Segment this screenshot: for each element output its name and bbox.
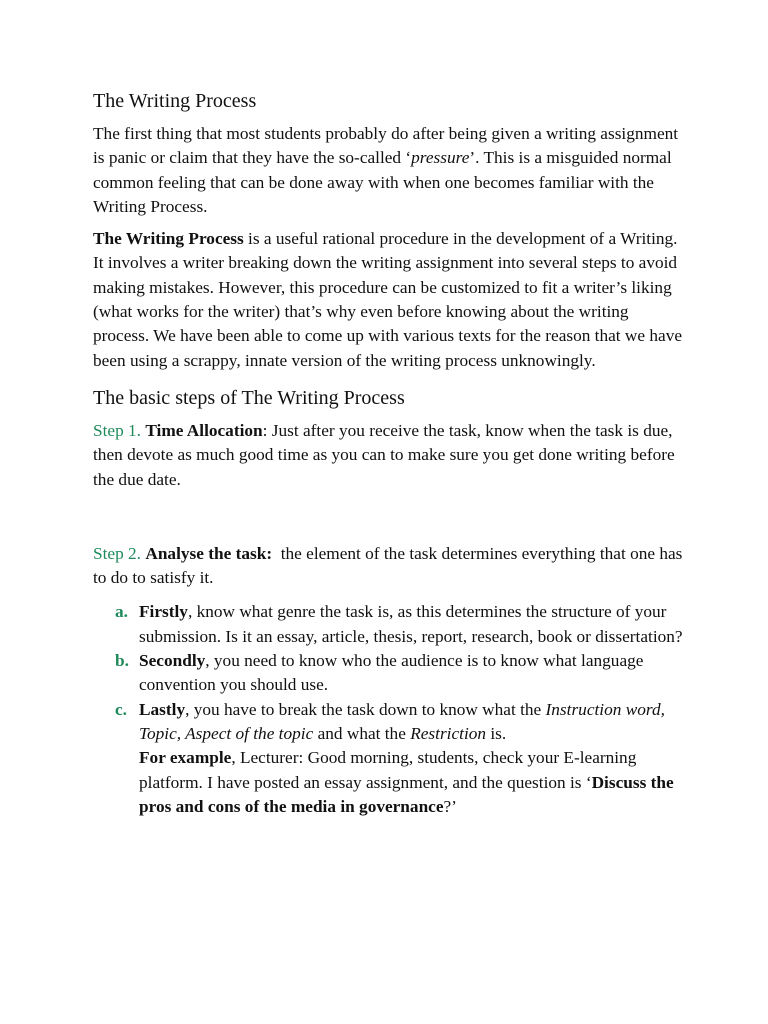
example-closing: ?’ — [443, 796, 457, 816]
list-item-b — [93, 649, 683, 698]
section-heading: The basic steps of The Writing Process — [93, 386, 405, 409]
list-item-a-term: Firstly — [139, 602, 188, 622]
page-title: The Writing Process — [93, 90, 257, 112]
list-item-b-term: Secondly — [139, 651, 206, 671]
list-marker-a: a. — [115, 602, 128, 622]
list-item-c-term: Lastly — [139, 699, 186, 719]
example-text: , Lecturer: Good morning, students, check your E-learning platform. I have posted an essay assignment, and the question is ‘ — [139, 748, 637, 792]
step-2-term: Analyse the task: — [145, 543, 273, 563]
list-item-c — [93, 698, 683, 819]
definition-text: is a useful rational procedure in the development of a Writing. It involves a writer breaking down the writing assignment into several steps to avoid making mistakes. However, this procedure can be customized to fit a writer’s liking (what works for the writer) that’s why even before knowing about the writing process. We have been able to come up with various texts for the reason that we have been using a scrappy, innate version of the writing process unknowingly. — [93, 229, 683, 370]
intro-text-1: The first thing that most students probably do after being given a writing assignment is panic or claim that they have the so-called ‘ — [93, 124, 679, 168]
list-item-c-italic-1: Instruction word, Topic, Aspect of the topic — [139, 699, 665, 743]
document-page — [93, 84, 687, 819]
example-term: For example — [139, 748, 232, 768]
analysis-list — [93, 600, 683, 819]
step-1-label: Step 1. — [93, 420, 142, 440]
list-item-c-text-3: is. — [486, 723, 507, 743]
list-item-b-text: , you need to know who the audience is to know what language convention you should use. — [139, 651, 644, 695]
step-1 — [93, 419, 683, 492]
step-2 — [93, 542, 687, 591]
list-item-c-text-2: and what the — [313, 723, 411, 743]
list-item-c-text-1: , you have to break the task down to know what the — [185, 699, 546, 719]
step-2-text: the element of the task determines everything that one has to do to satisfy it. — [93, 543, 687, 588]
list-item-a — [93, 600, 683, 649]
step-2-label: Step 2. — [93, 543, 142, 563]
intro-pressure-word: pressure — [411, 148, 470, 168]
list-item-a-text: , know what genre the task is, as this determines the structure of your submission. Is it an essay, article, thesis, report, research, book or dissertation? — [139, 602, 683, 646]
list-item-c-italic-2: Restriction — [410, 723, 487, 743]
list-marker-c: c. — [115, 699, 127, 719]
step-1-text: : Just after you receive the task, know when the task is due, then devote as much good time as you can to make sure you get done writing before the due date. — [93, 420, 675, 489]
intro-paragraph — [93, 122, 683, 219]
list-marker-b: b. — [115, 651, 129, 671]
example-question: Discuss the pros and cons of the media in governance — [139, 772, 674, 816]
intro-text-2: ’. This is a misguided normal common feeling that can be done away with when one becomes familiar with the Writing Process. — [93, 148, 672, 216]
definition-term: The Writing Process — [93, 229, 244, 249]
definition-paragraph — [93, 227, 683, 373]
step-1-term: Time Allocation — [145, 420, 263, 440]
